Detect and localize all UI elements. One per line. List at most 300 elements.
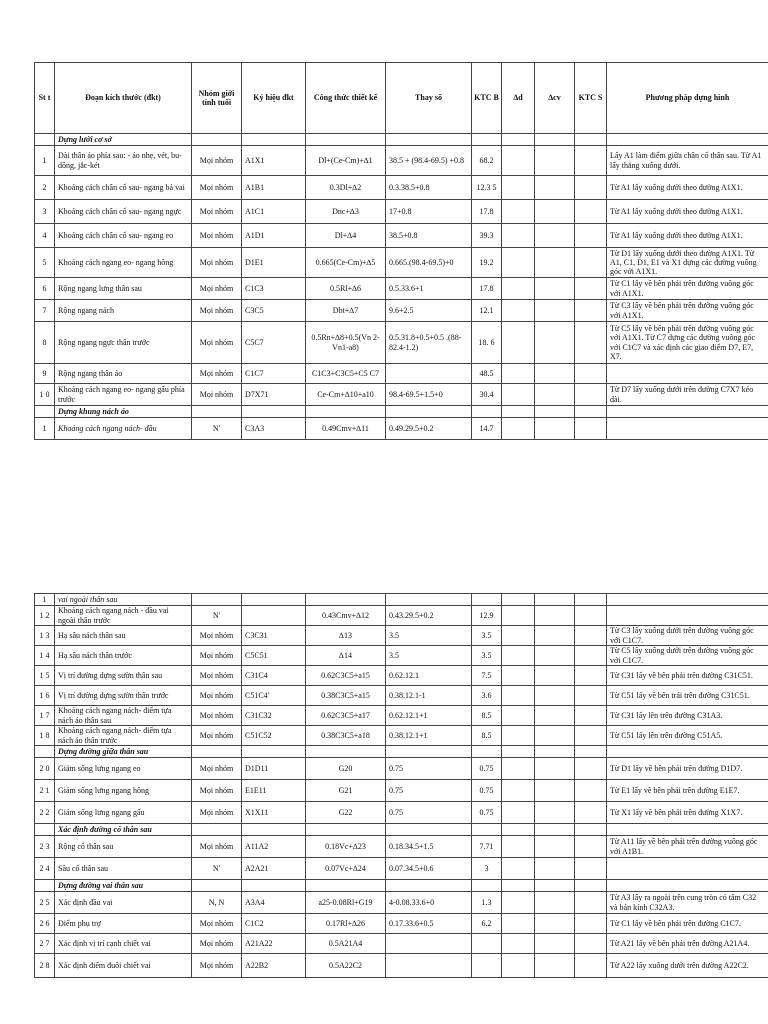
- kyhieu-cell: X1X11: [242, 802, 306, 824]
- ad-cell: [502, 758, 535, 780]
- stt-cell: 2 2: [35, 802, 55, 824]
- kyhieu-cell: C51C52: [242, 726, 306, 746]
- kyhieu-cell: C3C5: [242, 300, 306, 322]
- ad-cell: [502, 224, 535, 248]
- pp-cell: [607, 418, 768, 440]
- ktcs-cell: [575, 176, 607, 200]
- header-stt: St t: [35, 63, 55, 134]
- ktcs-cell: [575, 836, 607, 858]
- acv-cell: [535, 384, 575, 406]
- acv-cell: [535, 954, 575, 978]
- header-ktcs: KTC S: [575, 63, 607, 134]
- table-row: [35, 646, 768, 666]
- congthuc-cell: G20: [306, 758, 386, 780]
- congthuc-cell: 0.665(Ce-Cm)+∆5: [306, 248, 386, 278]
- header-doan: Đoạn kích thước (đkt): [55, 63, 192, 134]
- section-empty-cell: [502, 824, 535, 836]
- ad-cell: [502, 626, 535, 646]
- header-thayso: Thay số: [386, 63, 472, 134]
- congthuc-cell: 0.49Cmv+∆11: [306, 418, 386, 440]
- section-title: Dựng lưới cơ sở: [55, 134, 192, 146]
- section-empty-cell: [242, 880, 306, 892]
- section-empty-cell: [575, 746, 607, 758]
- nhom-cell: Mọi nhóm: [192, 666, 242, 686]
- kyhieu-cell: A21A22: [242, 934, 306, 954]
- section-empty-cell: [242, 134, 306, 146]
- section-empty-cell: [472, 880, 502, 892]
- dimension-table-part-2: [34, 593, 768, 978]
- ktcs-cell: [575, 364, 607, 384]
- section-empty-cell: [607, 406, 768, 418]
- doan-cell: Khoảng cách ngang nách- điểm tựa nách áo thân sau: [55, 706, 192, 726]
- doan-cell: Khoảng cách chân cổ sau- ngang ngực: [55, 200, 192, 224]
- ad-cell: [502, 892, 535, 914]
- table-row: [35, 176, 768, 200]
- nhom-cell: Mọi nhóm: [192, 934, 242, 954]
- ad-cell: [502, 248, 535, 278]
- table-row: [35, 594, 768, 606]
- acv-cell: [535, 248, 575, 278]
- pp-cell: Từ C31 lấy lên trên đường C31A3.: [607, 706, 768, 726]
- section-empty-cell: [575, 880, 607, 892]
- stt-cell: 5: [35, 248, 55, 278]
- kyhieu-cell: C3C31: [242, 626, 306, 646]
- table-row: [35, 224, 768, 248]
- nhom-cell: Mọi nhóm: [192, 758, 242, 780]
- section-row: [35, 824, 768, 836]
- ktcb-cell: 7.71: [472, 836, 502, 858]
- congthuc-cell: G21: [306, 780, 386, 802]
- pp-cell: Từ C3 lấy xuống dưới trên đường vuông góc với C1C7.: [607, 626, 768, 646]
- kyhieu-cell: A1D1: [242, 224, 306, 248]
- section-empty-cell: [575, 824, 607, 836]
- ktcb-cell: 8.5: [472, 726, 502, 746]
- stt-cell: 1 3: [35, 626, 55, 646]
- ad-cell: [502, 646, 535, 666]
- stt-cell: 6: [35, 278, 55, 300]
- section-empty-cell: [535, 824, 575, 836]
- table-row: [35, 954, 768, 978]
- thayso-cell: 0.38.12.1-1: [386, 686, 472, 706]
- ktcs-cell: [575, 802, 607, 824]
- thayso-cell: 0.5.31.8+0.5+0.5 .(88-82.4-1.2): [386, 322, 472, 364]
- section-title: Dựng đường vai thân sau: [55, 880, 192, 892]
- ktcb-cell: 39.3: [472, 224, 502, 248]
- pp-cell: Từ C1 lấy về bên phải trên đường vuông góc với A1X1.: [607, 278, 768, 300]
- stt-cell: 2 1: [35, 780, 55, 802]
- ad-cell: [502, 686, 535, 706]
- stt-cell: 1 4: [35, 646, 55, 666]
- ad-cell: [502, 954, 535, 978]
- kyhieu-cell: A11A2: [242, 836, 306, 858]
- congthuc-cell: 0.17Rl+∆26: [306, 914, 386, 934]
- ktcs-cell: [575, 384, 607, 406]
- doan-cell: Rộng ngang nách: [55, 300, 192, 322]
- nhom-cell: N': [192, 418, 242, 440]
- ktcs-cell: [575, 146, 607, 176]
- pp-cell: Từ D1 lấy về bên phải trên đường D1D7.: [607, 758, 768, 780]
- stt-cell: 2 4: [35, 858, 55, 880]
- section-empty-cell: [306, 406, 386, 418]
- section-row: [35, 746, 768, 758]
- ktcs-cell: [575, 666, 607, 686]
- nhom-cell: Mọi nhóm: [192, 384, 242, 406]
- table-row: [35, 892, 768, 914]
- ad-cell: [502, 802, 535, 824]
- ad-cell: [502, 146, 535, 176]
- stt-cell: 1 8: [35, 726, 55, 746]
- ktcs-cell: [575, 726, 607, 746]
- doan-cell: Khoảng cách chân cổ sau- ngang eo: [55, 224, 192, 248]
- thayso-cell: 0.665.(98.4-69.5)+0: [386, 248, 472, 278]
- ktcb-cell: 12.9: [472, 606, 502, 626]
- pp-cell: [607, 594, 768, 606]
- section-empty-cell: [502, 880, 535, 892]
- ktcs-cell: [575, 200, 607, 224]
- section-empty-cell: [192, 406, 242, 418]
- ktcb-cell: 14.7: [472, 418, 502, 440]
- congthuc-cell: 0.5Rl+∆6: [306, 278, 386, 300]
- ktcs-cell: [575, 594, 607, 606]
- ktcb-cell: 12.1: [472, 300, 502, 322]
- congthuc-cell: a25-0.08Rl+G19: [306, 892, 386, 914]
- nhom-cell: Mọi nhóm: [192, 322, 242, 364]
- ktcs-cell: [575, 626, 607, 646]
- section-empty-cell: [535, 746, 575, 758]
- ad-cell: [502, 836, 535, 858]
- table-row: [35, 858, 768, 880]
- stt-cell: 1: [35, 146, 55, 176]
- ktcb-cell: 7.5: [472, 666, 502, 686]
- thayso-cell: [386, 954, 472, 978]
- ad-cell: [502, 858, 535, 880]
- ktcs-cell: [575, 892, 607, 914]
- acv-cell: [535, 802, 575, 824]
- kyhieu-cell: C1C2: [242, 914, 306, 934]
- pp-cell: Từ A1 lấy xuống dưới theo đường A1X1.: [607, 200, 768, 224]
- header-kyhieu: Ký hiệu đkt: [242, 63, 306, 134]
- stt-cell: 2 5: [35, 892, 55, 914]
- section-empty-cell: [306, 134, 386, 146]
- pp-cell: Từ E1 lấy về bên phải trên đường E1E7.: [607, 780, 768, 802]
- acv-cell: [535, 278, 575, 300]
- pp-cell: Từ A3 lấy ra ngoài trên cung tròn có tâm C32 và bán kính C32A3.: [607, 892, 768, 914]
- congthuc-cell: 0.62C3C5+a17: [306, 706, 386, 726]
- congthuc-cell: G22: [306, 802, 386, 824]
- section-row: [35, 406, 768, 418]
- stt-cell: 2 7: [35, 934, 55, 954]
- acv-cell: [535, 418, 575, 440]
- congthuc-cell: 0.38C3C5+a15: [306, 686, 386, 706]
- ktcb-cell: 3: [472, 858, 502, 880]
- table-row: [35, 146, 768, 176]
- stt-cell: 2 3: [35, 836, 55, 858]
- ktcb-cell: 18. 6: [472, 322, 502, 364]
- doan-cell: Rộng cổ thân sau: [55, 836, 192, 858]
- acv-cell: [535, 300, 575, 322]
- congthuc-cell: Dl+(Ce-Cm)+∆1: [306, 146, 386, 176]
- section-empty-cell: [535, 880, 575, 892]
- ad-cell: [502, 726, 535, 746]
- pp-cell: [607, 606, 768, 626]
- kyhieu-cell: D1D11: [242, 758, 306, 780]
- stt-cell: 2 0: [35, 758, 55, 780]
- nhom-cell: Mọi nhóm: [192, 914, 242, 934]
- congthuc-cell: C1C3+C3C5+C5 C7: [306, 364, 386, 384]
- table-row: [35, 780, 768, 802]
- doan-cell: Khoảng cách ngang nách- điểm tựa nách áo thân trước: [55, 726, 192, 746]
- kyhieu-cell: E1E11: [242, 780, 306, 802]
- congthuc-cell: 0.18Vc+∆23: [306, 836, 386, 858]
- doan-cell: Khoảng cách ngang nách - đầu vai ngoài thân trước: [55, 606, 192, 626]
- section-title: Dựng đường giữa thân sau: [55, 746, 192, 758]
- thayso-cell: 0.75: [386, 758, 472, 780]
- acv-cell: [535, 646, 575, 666]
- nhom-cell: Mọi nhóm: [192, 176, 242, 200]
- thayso-cell: 0.3.38.5+0.8: [386, 176, 472, 200]
- section-stt-cell: [35, 406, 55, 418]
- ad-cell: [502, 200, 535, 224]
- ktcs-cell: [575, 248, 607, 278]
- acv-cell: [535, 364, 575, 384]
- section-stt-cell: [35, 824, 55, 836]
- pp-cell: Từ C51 lấy lên trên đường C51A5.: [607, 726, 768, 746]
- doan-cell: Khoảng cách ngang eo- ngang hông: [55, 248, 192, 278]
- acv-cell: [535, 836, 575, 858]
- pp-cell: Từ C5 lấy xuống dưới trên đường vuông góc với C1C7.: [607, 646, 768, 666]
- header-ktcb: KTC B: [472, 63, 502, 134]
- congthuc-cell: [306, 594, 386, 606]
- dimension-table-part-1: [34, 62, 768, 440]
- table-row: [35, 626, 768, 646]
- kyhieu-cell: A1B1: [242, 176, 306, 200]
- pp-cell: [607, 858, 768, 880]
- kyhieu-cell: C1C7: [242, 364, 306, 384]
- thayso-cell: 98.4-69.5+1.5+0: [386, 384, 472, 406]
- acv-cell: [535, 594, 575, 606]
- congthuc-cell: Dl+∆4: [306, 224, 386, 248]
- doan-cell: Xác định đầu vai: [55, 892, 192, 914]
- ktcb-cell: [472, 954, 502, 978]
- acv-cell: [535, 606, 575, 626]
- stt-cell: 2 6: [35, 914, 55, 934]
- doan-cell: Khoảng cách ngang eo- ngang gấu phía trước: [55, 384, 192, 406]
- kyhieu-cell: C31C32: [242, 706, 306, 726]
- thayso-cell: 0.75: [386, 802, 472, 824]
- ktcb-cell: 17.8: [472, 200, 502, 224]
- thayso-cell: 0.49.29.5+0.2: [386, 418, 472, 440]
- nhom-cell: Mọi nhóm: [192, 364, 242, 384]
- ktcb-cell: 68.2: [472, 146, 502, 176]
- stt-cell: 9: [35, 364, 55, 384]
- kyhieu-cell: A3A4: [242, 892, 306, 914]
- nhom-cell: N': [192, 858, 242, 880]
- ktcs-cell: [575, 418, 607, 440]
- nhom-cell: Mọi nhóm: [192, 706, 242, 726]
- kyhieu-cell: A1C1: [242, 200, 306, 224]
- nhom-cell: Mọi nhóm: [192, 224, 242, 248]
- section-empty-cell: [386, 880, 472, 892]
- section-empty-cell: [386, 134, 472, 146]
- section-empty-cell: [306, 880, 386, 892]
- table-row: [35, 934, 768, 954]
- congthuc-cell: 0.62C3C5+a15: [306, 666, 386, 686]
- congthuc-cell: 0.5Rn+∆8+0.5(Vn 2-Vn1-a8): [306, 322, 386, 364]
- section-title: Dựng khung nách áo: [55, 406, 192, 418]
- ktcb-cell: 19.2: [472, 248, 502, 278]
- nhom-cell: Mọi nhóm: [192, 300, 242, 322]
- section-empty-cell: [386, 406, 472, 418]
- ktcb-cell: 8.5: [472, 706, 502, 726]
- section-empty-cell: [607, 134, 768, 146]
- section-empty-cell: [607, 880, 768, 892]
- ktcs-cell: [575, 780, 607, 802]
- nhom-cell: Mọi nhóm: [192, 248, 242, 278]
- nhom-cell: [192, 594, 242, 606]
- stt-cell: 1: [35, 594, 55, 606]
- pp-cell: Từ C1 lấy về bên phải trên đường C1C7.: [607, 914, 768, 934]
- section-empty-cell: [242, 406, 306, 418]
- table-row: [35, 758, 768, 780]
- thayso-cell: 0.5.33.6+1: [386, 278, 472, 300]
- table-row: [35, 706, 768, 726]
- ktcb-cell: 0.75: [472, 780, 502, 802]
- thayso-cell: 3.5: [386, 646, 472, 666]
- stt-cell: 1 2: [35, 606, 55, 626]
- nhom-cell: Mọi nhóm: [192, 802, 242, 824]
- thayso-cell: 0.07.34.5+0.6: [386, 858, 472, 880]
- congthuc-cell: ∆13: [306, 626, 386, 646]
- kyhieu-cell: C51C4': [242, 686, 306, 706]
- ktcs-cell: [575, 322, 607, 364]
- section-empty-cell: [535, 406, 575, 418]
- table-row: [35, 606, 768, 626]
- section-empty-cell: [502, 406, 535, 418]
- section-title: Xác định đường cổ thân sau: [55, 824, 192, 836]
- nhom-cell: N, N: [192, 892, 242, 914]
- nhom-cell: Mọi nhóm: [192, 954, 242, 978]
- pp-cell: Từ A21 lấy về bên phải trên đường A21A4.: [607, 934, 768, 954]
- section-empty-cell: [502, 134, 535, 146]
- table-row: [35, 726, 768, 746]
- pp-cell: Từ X1 lấy về bên phải trên đường X1X7.: [607, 802, 768, 824]
- stt-cell: 2 8: [35, 954, 55, 978]
- section-empty-cell: [575, 134, 607, 146]
- pp-cell: [607, 364, 768, 384]
- ad-cell: [502, 300, 535, 322]
- thayso-cell: 0.38.12.1+1: [386, 726, 472, 746]
- section-empty-cell: [472, 746, 502, 758]
- ktcb-cell: 1.3: [472, 892, 502, 914]
- thayso-cell: 0.43.29.5+0.2: [386, 606, 472, 626]
- table-row: [35, 364, 768, 384]
- ktcs-cell: [575, 706, 607, 726]
- thayso-cell: 3.5: [386, 626, 472, 646]
- kyhieu-cell: C1C3: [242, 278, 306, 300]
- table-row: [35, 300, 768, 322]
- section-row: [35, 134, 768, 146]
- acv-cell: [535, 934, 575, 954]
- pp-cell: Từ A1 lấy xuống dưới theo đường A1X1.: [607, 224, 768, 248]
- section-empty-cell: [502, 746, 535, 758]
- doan-cell: Giảm sống lưng ngang gấu: [55, 802, 192, 824]
- acv-cell: [535, 224, 575, 248]
- ad-cell: [502, 606, 535, 626]
- ad-cell: [502, 706, 535, 726]
- ktcs-cell: [575, 758, 607, 780]
- nhom-cell: N': [192, 606, 242, 626]
- table-row: [35, 278, 768, 300]
- section-empty-cell: [386, 746, 472, 758]
- ktcb-cell: 48.5: [472, 364, 502, 384]
- section-empty-cell: [575, 406, 607, 418]
- congthuc-cell: 0.07Vc+∆24: [306, 858, 386, 880]
- ktcb-cell: 0.75: [472, 758, 502, 780]
- ad-cell: [502, 176, 535, 200]
- congthuc-cell: 0.5A22C2: [306, 954, 386, 978]
- ktcs-cell: [575, 606, 607, 626]
- congthuc-cell: 0.38C3C5+a18: [306, 726, 386, 746]
- stt-cell: 1 0: [35, 384, 55, 406]
- nhom-cell: Mọi nhóm: [192, 626, 242, 646]
- kyhieu-cell: D1E1: [242, 248, 306, 278]
- table-header-row: [35, 63, 768, 134]
- ktcb-cell: 3.5: [472, 626, 502, 646]
- acv-cell: [535, 892, 575, 914]
- acv-cell: [535, 914, 575, 934]
- kyhieu-cell: C5C51: [242, 646, 306, 666]
- section-empty-cell: [386, 824, 472, 836]
- table-row: [35, 418, 768, 440]
- table-row: [35, 200, 768, 224]
- section-row: [35, 880, 768, 892]
- kyhieu-cell: A1X1: [242, 146, 306, 176]
- section-stt-cell: [35, 880, 55, 892]
- kyhieu-cell: [242, 606, 306, 626]
- acv-cell: [535, 758, 575, 780]
- nhom-cell: Mọi nhóm: [192, 200, 242, 224]
- ktcb-cell: 3.6: [472, 686, 502, 706]
- acv-cell: [535, 666, 575, 686]
- stt-cell: 1: [35, 418, 55, 440]
- pp-cell: Từ C3 lấy về bên phải trên đường vuông góc với A1X1.: [607, 300, 768, 322]
- section-empty-cell: [192, 746, 242, 758]
- ktcs-cell: [575, 954, 607, 978]
- congthuc-cell: ∆14: [306, 646, 386, 666]
- doan-cell: Giảm sống lưng ngang eo: [55, 758, 192, 780]
- congthuc-cell: 0.5A21A4: [306, 934, 386, 954]
- thayso-cell: 4-0.08.33.6+0: [386, 892, 472, 914]
- acv-cell: [535, 176, 575, 200]
- ad-cell: [502, 322, 535, 364]
- ktcb-cell: 12.3 5: [472, 176, 502, 200]
- ad-cell: [502, 364, 535, 384]
- stt-cell: 3: [35, 200, 55, 224]
- ktcs-cell: [575, 914, 607, 934]
- ad-cell: [502, 418, 535, 440]
- kyhieu-cell: A22B2: [242, 954, 306, 978]
- congthuc-cell: 0.43Cmv+∆12: [306, 606, 386, 626]
- acv-cell: [535, 686, 575, 706]
- header-congthuc: Công thức thiết kế: [306, 63, 386, 134]
- section-stt-cell: [35, 746, 55, 758]
- ad-cell: [502, 780, 535, 802]
- section-stt-cell: [35, 134, 55, 146]
- stt-cell: 7: [35, 300, 55, 322]
- table-row: [35, 322, 768, 364]
- doan-cell: vai ngoài thân sau: [55, 594, 192, 606]
- thayso-cell: [386, 934, 472, 954]
